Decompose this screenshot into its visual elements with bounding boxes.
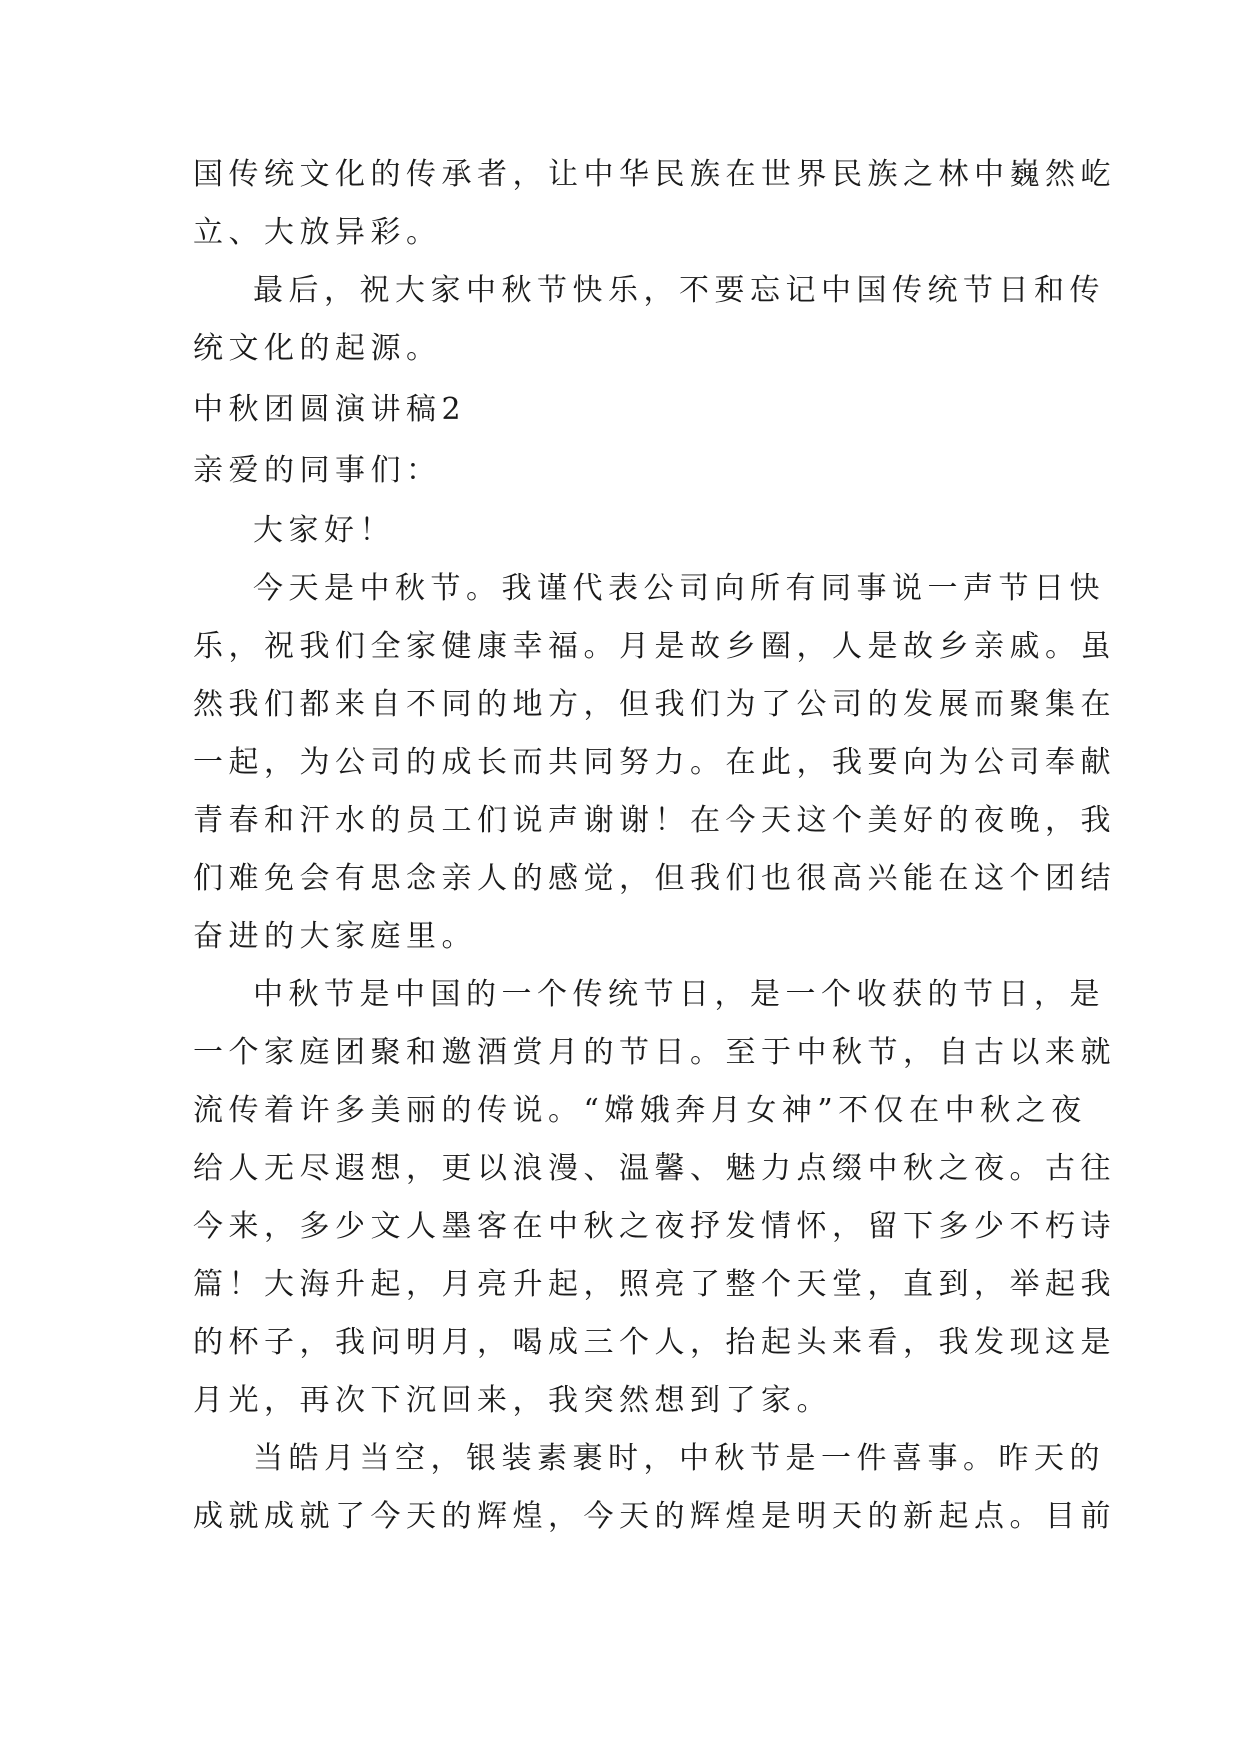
text-line: 流传着许多美丽的传说。“嫦娥奔月女神”不仅在中秋之夜 [193,1093,1087,1128]
text-line: 当皓月当空，银装素裹时，中秋节是一件喜事。昨天的 [253,1441,1105,1476]
text-line: 成就成就了今天的辉煌，今天的辉煌是明天的新起点。目前 [193,1499,1116,1534]
text-line: 青春和汗水的员工们说声谢谢！在今天这个美好的夜晚，我 [193,803,1116,838]
text-line: 们难免会有思念亲人的感觉，但我们也很高兴能在这个团结 [193,861,1116,896]
text-line: 乐，祝我们全家健康幸福。月是故乡圈，人是故乡亲戚。虽 [193,629,1116,664]
section-heading: 中秋团圆演讲稿2 [193,392,467,427]
text-line: 月光，再次下沉回来，我突然想到了家。 [193,1383,832,1418]
text-line: 国传统文化的传承者，让中华民族在世界民族之林中巍然屹 [193,157,1116,192]
text-line: 奋进的大家庭里。 [193,919,477,954]
text-line: 统文化的起源。 [193,331,442,366]
text-line: 今天是中秋节。我谨代表公司向所有同事说一声节日快 [253,571,1105,606]
text-line: 篇！大海升起，月亮升起，照亮了整个天堂，直到，举起我 [193,1267,1116,1302]
text-line: 今来，多少文人墨客在中秋之夜抒发情怀，留下多少不朽诗 [193,1209,1116,1244]
text-line: 然我们都来自不同的地方，但我们为了公司的发展而聚集在 [193,687,1116,722]
text-line: 最后，祝大家中秋节快乐，不要忘记中国传统节日和传 [253,273,1105,308]
salutation: 亲爱的同事们： [193,453,442,488]
text-line: 一起，为公司的成长而共同努力。在此，我要向为公司奉献 [193,745,1116,780]
text-line: 立、大放异彩。 [193,215,442,250]
text-line: 一个家庭团聚和邀酒赏月的节日。至于中秋节，自古以来就 [193,1035,1116,1070]
text-line: 给人无尽遐想，更以浪漫、温馨、魅力点缀中秋之夜。古往 [193,1151,1116,1186]
text-line: 的杯子，我问明月，喝成三个人，抬起头来看，我发现这是 [193,1325,1116,1360]
greeting: 大家好！ [253,513,395,548]
text-line: 中秋节是中国的一个传统节日，是一个收获的节日，是 [253,977,1105,1012]
